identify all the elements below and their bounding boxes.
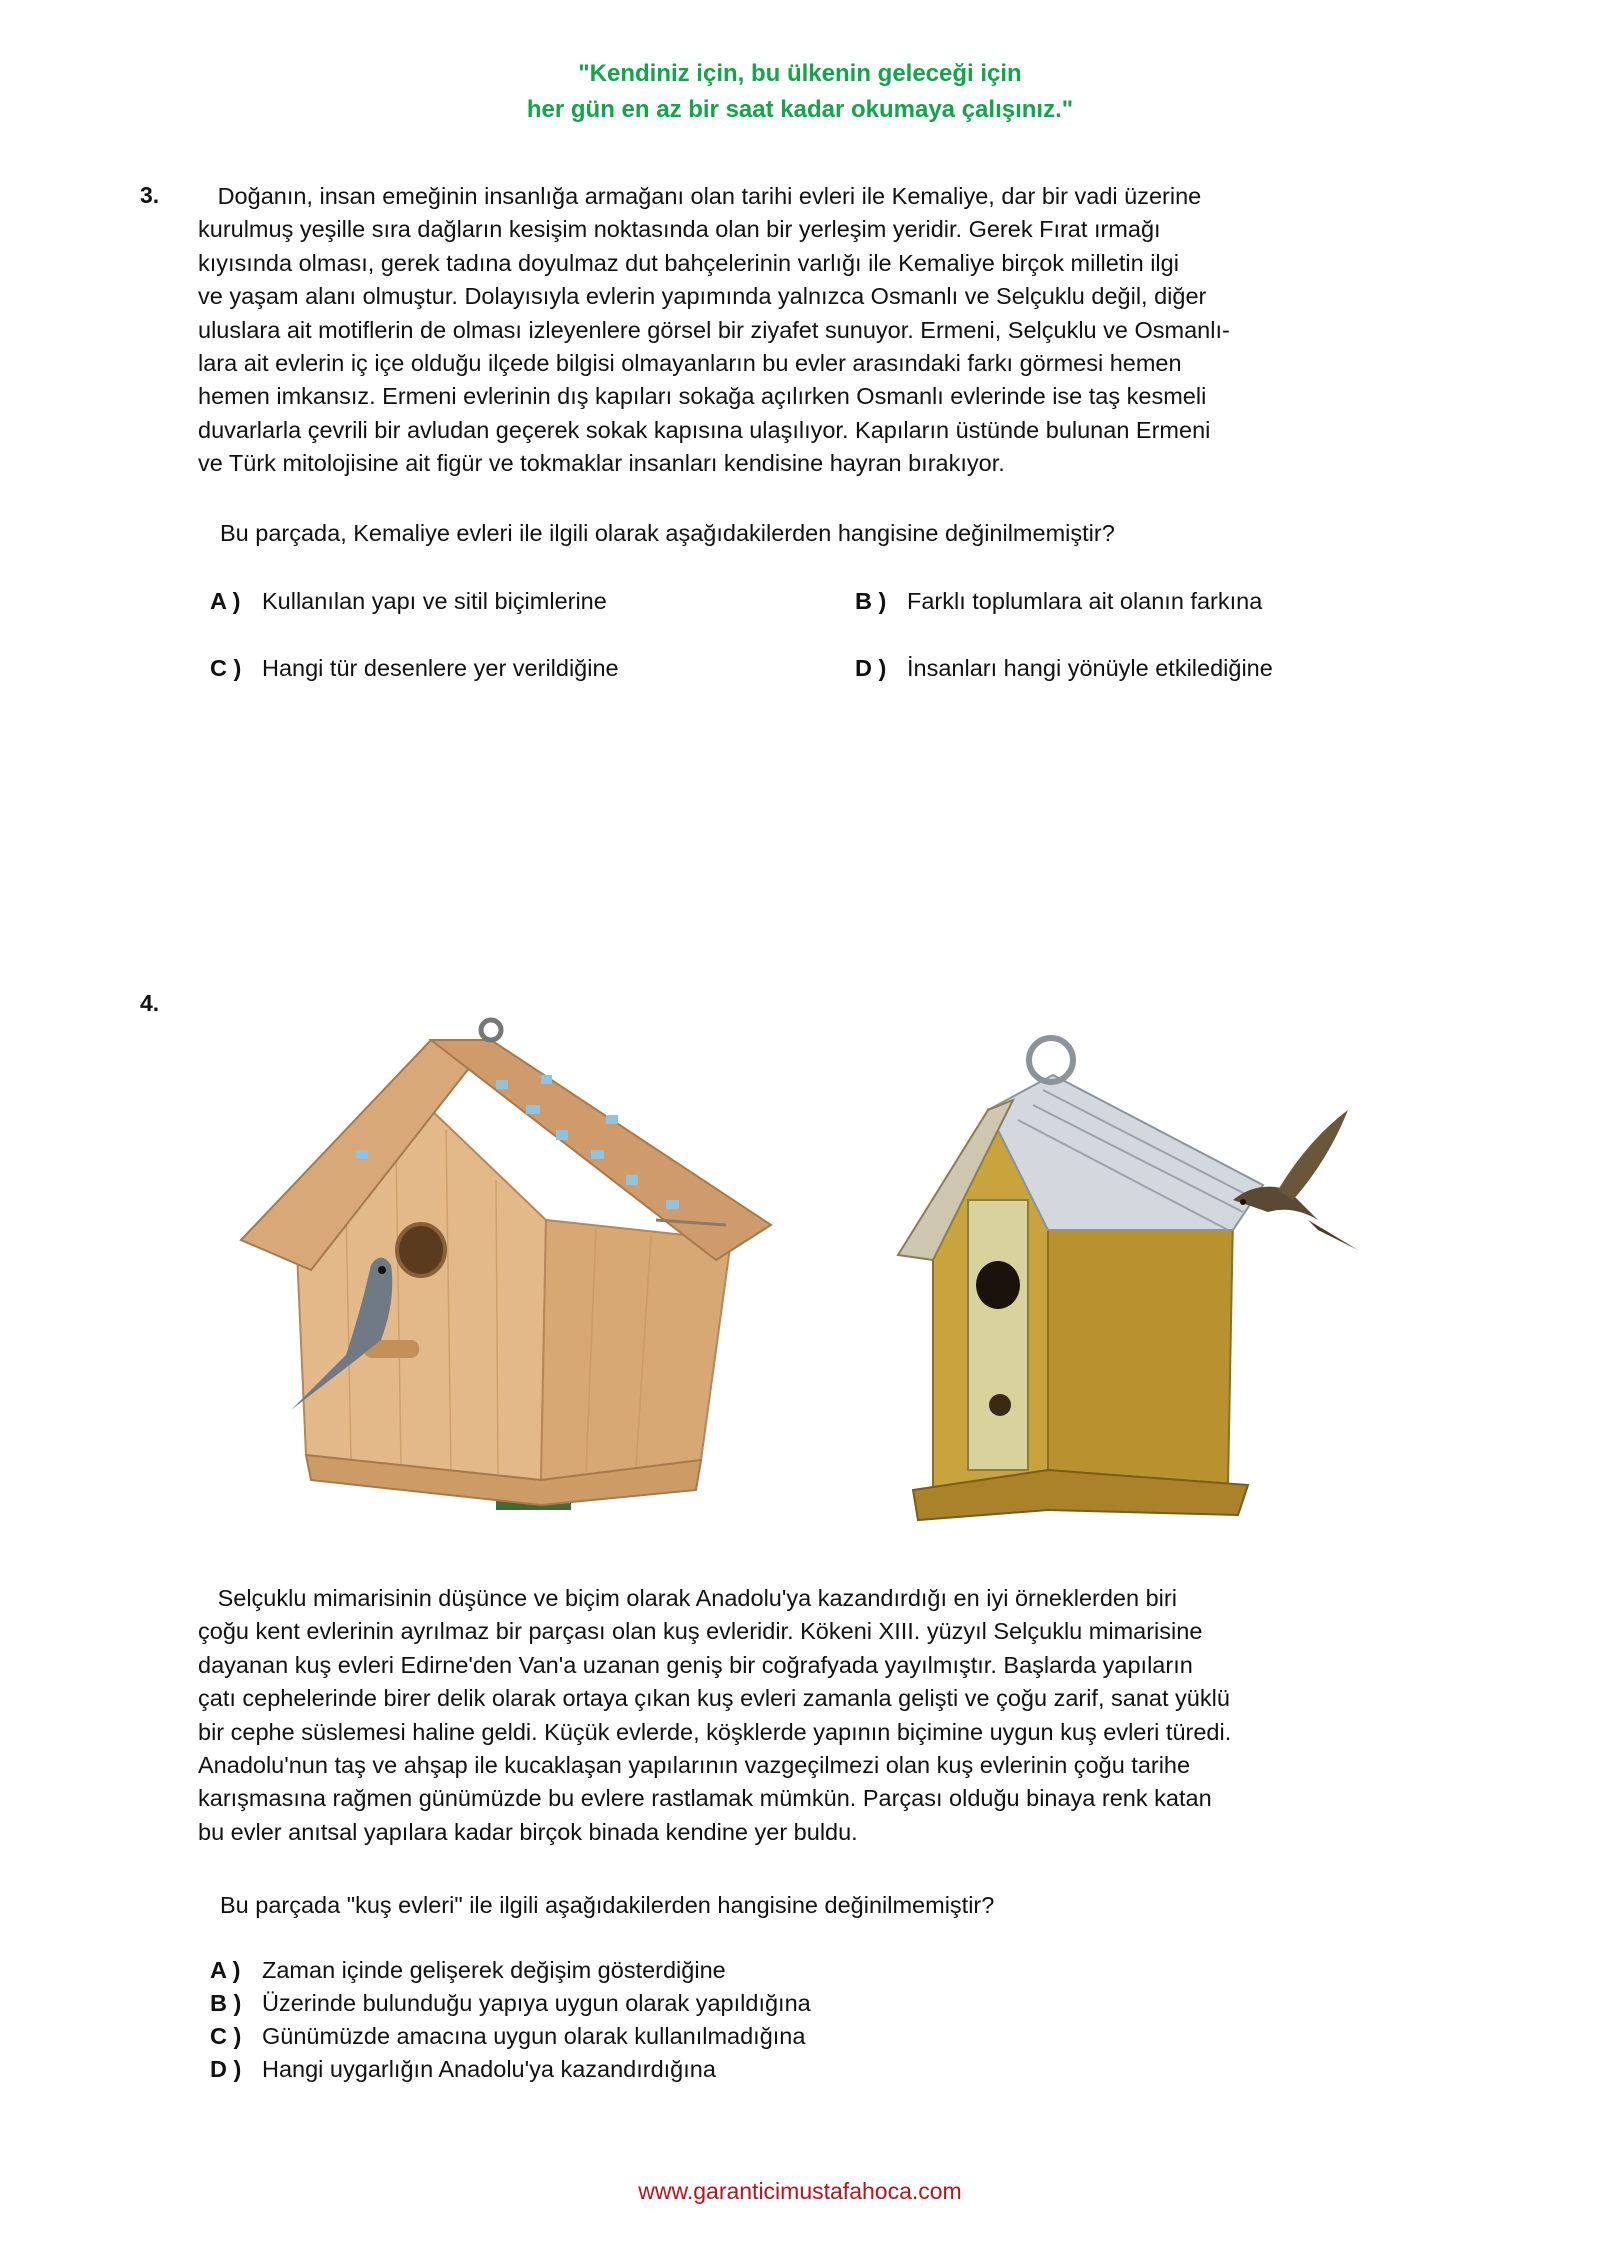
- q4-option-c[interactable]: [210, 2023, 805, 2050]
- q4-option-b[interactable]: [210, 1990, 811, 2017]
- motto-header: [0, 56, 1600, 128]
- option-text: Farklı toplumlara ait olanın farkına: [907, 588, 1263, 614]
- option-letter: A ): [210, 588, 241, 614]
- option-text: Kullanılan yapı ve sitil biçimlerine: [262, 588, 607, 614]
- option-text: Günümüzde amacına uygun olarak kullanılmadığına: [262, 2023, 806, 2049]
- option-letter: C ): [210, 2023, 242, 2049]
- q3-option-b[interactable]: [855, 588, 1262, 615]
- option-letter: A ): [210, 1957, 241, 1983]
- question-4-number: 4.: [140, 990, 160, 1016]
- passage-line: Anadolu'nun taş ve ahşap ile kucaklaşan yapılarının vazgeçilmezi olan kuş evlerinin çoğu tarihe: [198, 1752, 1191, 1779]
- option-letter: B ): [210, 1990, 242, 2016]
- question-4-passage: [198, 1582, 1398, 1849]
- passage-line: bir cephe süslemesi haline geldi. Küçük evlerde, köşklerde yapının biçimine uygun kuş evleri türedi.: [198, 1718, 1232, 1745]
- passage-line: duvarlarla çevrili bir avludan geçerek sokak kapısına ulaşılıyor. Kapıların üstünde bulunan Ermeni: [198, 416, 1211, 443]
- passage-line: çatı cephelerinde birer delik olarak ortaya çıkan kuş evleri zamanla gelişti ve çoğu zarif, sanat yüklü: [198, 1685, 1230, 1712]
- option-text: Hangi uygarlığın Anadolu'ya kazandırdığına: [262, 2056, 716, 2082]
- passage-line: kıyısında olması, gerek tadına doyulmaz dut bahçelerinin varlığı ile Kemaliye birçok milletin ilgi: [198, 249, 1179, 276]
- option-text: İnsanları hangi yönüyle etkilediğine: [907, 655, 1273, 681]
- passage-line: Doğanın, insan emeğinin insanlığa armağanı olan tarihi evleri ile Kemaliye, dar bir vadi üzerine: [198, 183, 1202, 209]
- passage-line: çoğu kent evlerinin ayrılmaz bir parçası olan kuş evleridir. Kökeni XIII. yüzyıl Selçuklu mimarisine: [198, 1618, 1203, 1645]
- passage-line: karışmasına rağmen günümüzde bu evlere rastlamak mümkün. Parçası olduğu binaya renk katan: [198, 1785, 1212, 1812]
- q4-option-d[interactable]: [210, 2056, 716, 2083]
- q3-option-c[interactable]: [210, 655, 619, 682]
- q4-option-a[interactable]: [210, 1957, 726, 1984]
- motto-line-1: "Kendiniz için, bu ülkenin geleceği için: [578, 60, 1022, 87]
- question-3-stem: Bu parçada, Kemaliye evleri ile ilgili olarak aşağıdakilerden hangisine değinilmemiştir?: [220, 520, 1115, 546]
- yellow-birdhouse-image: [838, 1030, 1398, 1530]
- passage-line: kurulmuş yeşille sıra dağların kesişim noktasında olan bir yerleşim yeridir. Gerek Fırat ırmağı: [198, 216, 1161, 243]
- footer-website[interactable]: www.garanticimustafahoca.com: [638, 2178, 962, 2204]
- passage-line: lara ait evlerin iç içe olduğu ilçede bilgisi olmayanların bu evler arasındaki farkı görmesi hemen: [198, 350, 1182, 377]
- wooden-birdhouse-image: [196, 1010, 786, 1510]
- motto-line-2: her gün en az bir saat kadar okumaya çalışınız.": [526, 96, 1074, 123]
- question-4-stem: Bu parçada "kuş evleri" ile ilgili aşağıdakilerden hangisine değinilmemiştir?: [220, 1892, 995, 1918]
- option-letter: B ): [855, 588, 887, 614]
- passage-line: uluslara ait motiflerin de olması izleyenlere görsel bir ziyafet sunuyor. Ermeni, Selçuklu ve Osmanlı-: [198, 316, 1230, 343]
- option-letter: C ): [210, 655, 242, 681]
- passage-line: Selçuklu mimarisinin düşünce ve biçim olarak Anadolu'ya kazandırdığı en iyi örneklerden biri: [198, 1585, 1177, 1611]
- q3-option-d[interactable]: [855, 655, 1273, 682]
- question-3-passage: [198, 180, 1398, 481]
- question-3-number: 3.: [140, 182, 160, 208]
- passage-line: ve Türk mitolojisine ait figür ve tokmaklar insanları kendisine hayran bırakıyor.: [198, 450, 1005, 477]
- passage-line: hemen imkansız. Ermeni evlerinin dış kapıları sokağa açılırken Osmanlı evlerinde ise taş kesmeli: [198, 383, 1207, 410]
- option-letter: D ): [855, 655, 887, 681]
- option-text: Zaman içinde gelişerek değişim gösterdiğine: [262, 1957, 726, 1983]
- q3-option-a[interactable]: [210, 588, 607, 615]
- option-text: Hangi tür desenlere yer verildiğine: [262, 655, 619, 681]
- option-text: Üzerinde bulunduğu yapıya uygun olarak yapıldığına: [262, 1990, 811, 2016]
- passage-line: ve yaşam alanı olmuştur. Dolayısıyla evlerin yapımında yalnızca Osmanlı ve Selçuklu değil, diğer: [198, 283, 1207, 310]
- passage-line: bu evler anıtsal yapılara kadar birçok binada kendine yer buldu.: [198, 1818, 858, 1845]
- passage-line: dayanan kuş evleri Edirne'den Van'a uzanan geniş bir coğrafyada yayılmıştır. Başlarda yapıların: [198, 1651, 1193, 1678]
- option-letter: D ): [210, 2056, 242, 2082]
